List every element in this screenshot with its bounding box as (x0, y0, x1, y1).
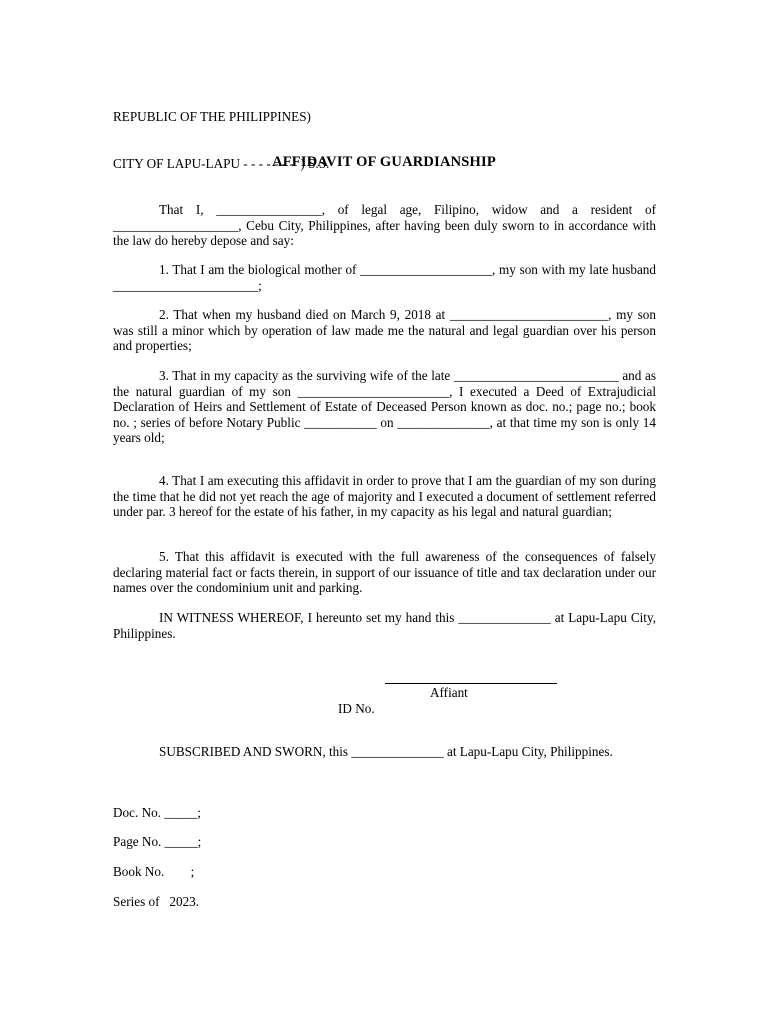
paragraph-5: 5. That this affidavit is executed with the full awareness of the consequences of falsely declaring material fact or facts therein, in support of our issuance of title and tax declaration under our names over the condominium unit and parking. (113, 549, 656, 596)
intro-paragraph: That I, ________________, of legal age, Filipino, widow and a resident of ___________________, Cebu City, Philippines, after having been duly sworn to in accordance with the law do hereby depose and say: (113, 202, 656, 249)
paragraph-4: 4. That I am executing this affidavit in order to prove that I am the guardian of my son during the time that he did not yet reach the age of majority and I executed a document of settlement referred under par. 3 hereof for the estate of his father, in my capacity as his legal and natural guardian; (113, 473, 656, 520)
series-year: Series of 2023. (113, 894, 200, 909)
document-title: AFFIDAVIT OF GUARDIANSHIP (272, 154, 496, 170)
venue-republic: REPUBLIC OF THE PHILIPPINES) (113, 109, 311, 125)
page-number: Page No. _____; (113, 834, 202, 849)
paragraph-2: 2. That when my husband died on March 9, 2018 at ________________________, my son was still a minor which by operation of law made me the natural and legal guardian over his person and properties; (113, 307, 656, 354)
id-number-label: ID No. (338, 701, 375, 716)
book-number: Book No. ; (113, 864, 195, 879)
venue-caption (113, 78, 329, 203)
signature-line (385, 683, 557, 684)
affiant-label: Affiant (430, 685, 468, 700)
doc-number: Doc. No. _____; (113, 805, 201, 820)
venue-city: CITY OF LAPU-LAPU - - - - - - - ) S.S. (113, 155, 330, 171)
jurat-paragraph: SUBSCRIBED AND SWORN, this ______________ at Lapu-Lapu City, Philippines. (159, 744, 613, 759)
paragraph-3: 3. That in my capacity as the surviving wife of the late _________________________ and as the natural guardian of my son _______________________, I executed a Deed of Extrajudicial Declaration of Heirs and Settlement of Estate of Deceased Person known as doc. no.; page no.; book no. ; series of before Notary Public ___________ on ______________, at that time my son is only 14 years old; (113, 368, 656, 446)
witness-paragraph: IN WITNESS WHEREOF, I hereunto set my hand this ______________ at Lapu-Lapu City, Philippines. (113, 610, 656, 641)
paragraph-1: 1. That I am the biological mother of ____________________, my son with my late husband ______________________; (113, 262, 656, 293)
